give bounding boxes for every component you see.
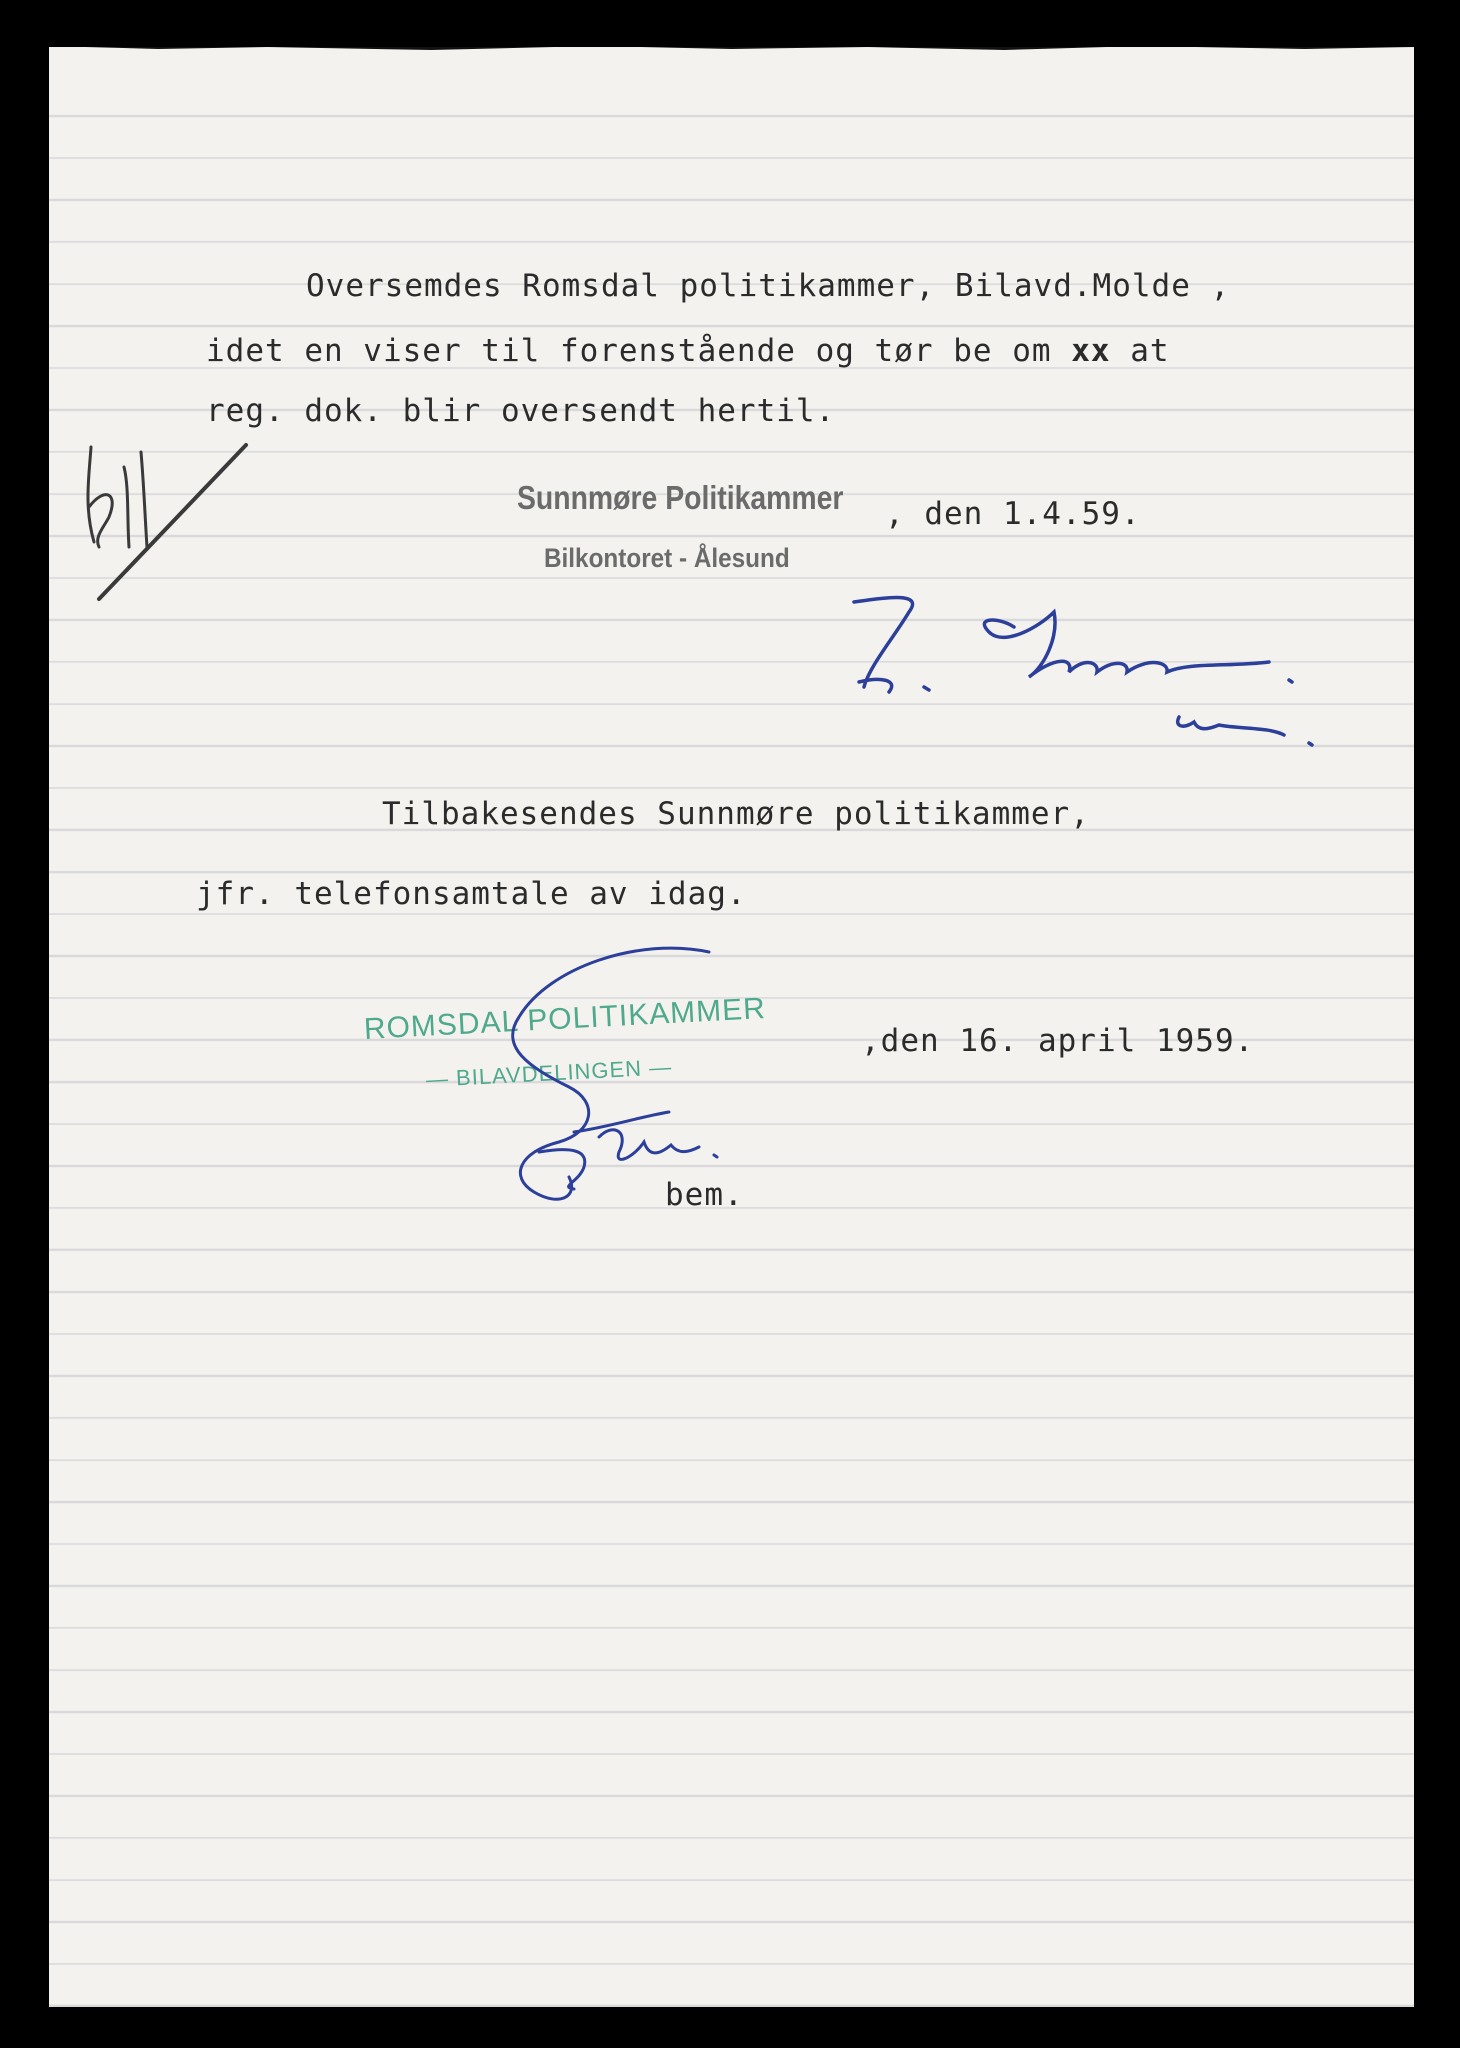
signature-2: [409, 927, 929, 1287]
document-page: [49, 47, 1414, 2007]
letter1-line-3: reg. dok. blir oversendt hertil.: [206, 393, 836, 429]
struck-text: xx: [1071, 333, 1111, 369]
letter2-date: ,den 16. april 1959.: [861, 1023, 1255, 1059]
letter1-line-2: [206, 333, 1170, 369]
letter1-line-2-end: at: [1110, 333, 1170, 369]
letter1-line-2-text: idet en viser til forenstående og tør be om: [206, 333, 1072, 369]
romsdal-stamp-line-1: ROMSDAL POLITIKAMMER: [363, 991, 767, 1046]
letter1-date: , den 1.4.59.: [885, 496, 1141, 532]
pencil-initials: [88, 447, 147, 547]
pencil-slash: [99, 445, 246, 599]
signature-1: [829, 567, 1389, 757]
romsdal-stamp-line-2: — BILAVDELINGEN —: [425, 1054, 673, 1092]
letter2-line-2: jfr. telefonsamtale av idag.: [196, 876, 747, 912]
letter2-line-1: Tilbakesendes Sunnmøre politikammer,: [382, 796, 1090, 832]
letter1-line-1: Oversemdes Romsdal politikammer, Bilavd.Molde ,: [306, 268, 1231, 304]
sunnmore-stamp-line-1: Sunnmøre Politikammer: [517, 479, 844, 516]
sunnmore-stamp-line-2: Bilkontoret - Ålesund: [544, 543, 790, 573]
letter2-closing: bem.: [665, 1177, 744, 1213]
